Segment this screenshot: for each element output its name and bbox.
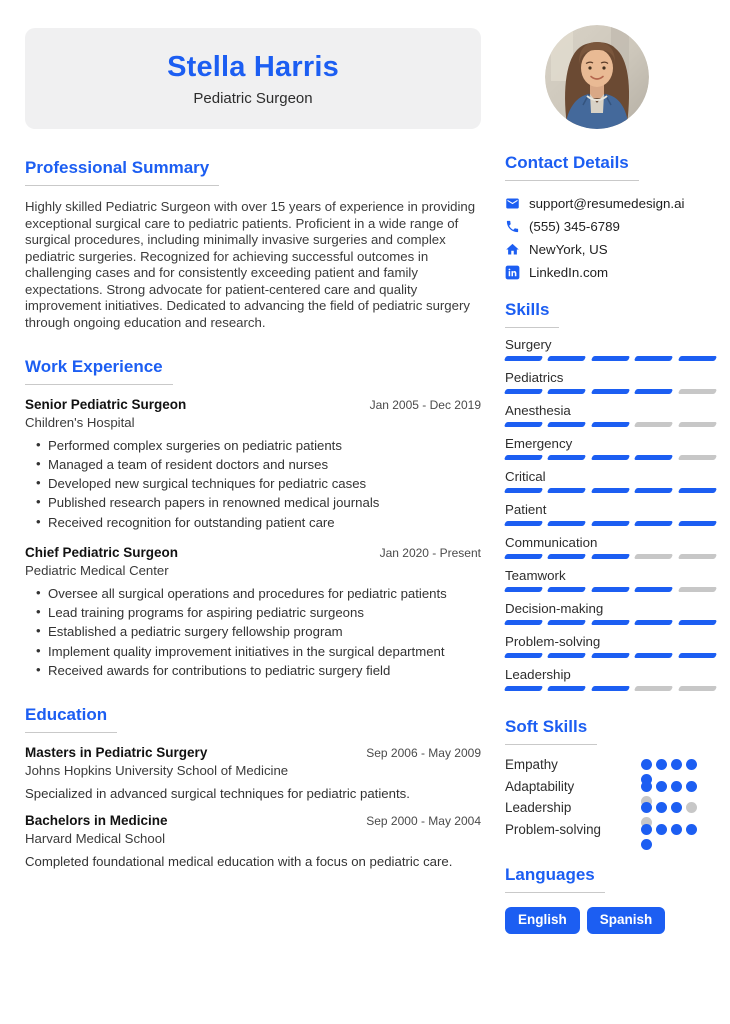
job-company: Pediatric Medical Center <box>25 563 169 579</box>
skill-bar-segment <box>677 422 717 427</box>
soft-skill-dot <box>686 759 697 770</box>
skill-bar-segment <box>634 422 674 427</box>
skill-bar-segment <box>591 488 631 493</box>
skill-bar-segment <box>634 587 674 592</box>
skill-bar-segment <box>677 521 717 526</box>
language-tag: English <box>505 907 580 934</box>
soft-skill-meter <box>641 781 699 792</box>
soft-skill-dot <box>641 839 652 850</box>
skill-bar-segment <box>677 389 717 394</box>
skill-bar-segment <box>547 686 587 691</box>
languages-list <box>505 907 716 934</box>
soft-skills-section <box>505 717 716 843</box>
contact-item <box>505 219 716 234</box>
skill-bar-segment <box>547 620 587 625</box>
skill-item <box>505 568 716 592</box>
soft-skills-heading: Soft Skills <box>505 717 597 745</box>
skill-bar-segment <box>547 521 587 526</box>
work-experience-section <box>25 357 481 679</box>
skill-bar-segment <box>591 653 631 658</box>
job-bullet: • Oversee all surgical operations and procedures for pediatric patients <box>36 586 481 603</box>
job-bullet: • Developed new surgical techniques for pediatric cases <box>36 476 481 493</box>
soft-skill-dot <box>656 802 667 813</box>
contact-item <box>505 265 716 280</box>
skills-list <box>505 337 716 691</box>
soft-skill-dot <box>641 759 652 770</box>
skill-meter <box>505 356 716 361</box>
skill-bar-segment <box>547 422 587 427</box>
soft-skill-item <box>505 800 716 822</box>
skill-name: Critical <box>505 469 546 484</box>
skill-item <box>505 502 716 526</box>
contact-item-text: support@resumedesign.ai <box>529 196 685 211</box>
skill-meter <box>505 488 716 493</box>
skill-name: Surgery <box>505 337 552 352</box>
contact-heading: Contact Details <box>505 153 639 181</box>
job-bullet: • Performed complex surgeries on pediatric patients <box>36 438 481 455</box>
soft-skill-meter <box>641 802 699 813</box>
skill-meter <box>505 521 716 526</box>
soft-skill-dot <box>686 824 697 835</box>
education-entry <box>25 745 481 801</box>
education-title-row <box>25 745 481 760</box>
education-degree: Masters in Pediatric Surgery <box>25 745 208 761</box>
contact-item-text: LinkedIn.com <box>529 265 609 280</box>
skill-bar-segment <box>591 686 631 691</box>
education-section <box>25 705 481 869</box>
skill-bar-segment <box>547 653 587 658</box>
skill-bar-segment <box>677 653 717 658</box>
skill-bar-segment <box>547 554 587 559</box>
skill-bar-segment <box>634 620 674 625</box>
skill-bar-segment <box>591 620 631 625</box>
education-degree: Bachelors in Medicine <box>25 813 168 829</box>
skill-bar-segment <box>547 356 587 361</box>
soft-skill-meter <box>641 824 699 835</box>
job-bullet: • Established a pediatric surgery fellowship program <box>36 624 481 641</box>
skill-meter <box>505 620 716 625</box>
skill-bar-segment <box>504 587 544 592</box>
skill-bar-segment <box>504 620 544 625</box>
skill-bar-segment <box>591 455 631 460</box>
skill-name: Emergency <box>505 436 573 451</box>
skill-item <box>505 403 716 427</box>
contact-item <box>505 196 716 211</box>
soft-skill-dot <box>641 824 652 835</box>
skill-bar-segment <box>634 356 674 361</box>
soft-skill-name: Empathy <box>505 757 558 772</box>
skill-bar-segment <box>677 488 717 493</box>
job-bullet: • Received awards for contributions to pediatric surgery field <box>36 663 481 680</box>
soft-skill-dot <box>671 824 682 835</box>
soft-skill-name: Leadership <box>505 800 572 815</box>
person-name: Stella Harris <box>167 50 339 83</box>
soft-skill-dot <box>656 759 667 770</box>
soft-skill-item <box>505 779 716 801</box>
skill-bar-segment <box>591 521 631 526</box>
skill-bar-segment <box>677 554 717 559</box>
contact-list <box>505 196 716 280</box>
soft-skill-name: Adaptability <box>505 778 575 794</box>
summary-heading: Professional Summary <box>25 158 219 186</box>
skill-name: Decision-making <box>505 601 604 616</box>
soft-skill-dot <box>656 781 667 792</box>
phone-icon <box>505 219 520 234</box>
skill-bar-segment <box>504 356 544 361</box>
summary-section <box>25 158 481 331</box>
skill-bar-segment <box>504 653 544 658</box>
education-dates: Sep 2006 - May 2009 <box>366 746 481 761</box>
skill-bar-segment <box>591 587 631 592</box>
profile-photo <box>545 25 649 129</box>
skill-item <box>505 337 716 361</box>
skill-meter <box>505 686 716 691</box>
contact-item-text: (555) 345-6789 <box>529 219 620 234</box>
skill-item <box>505 601 716 625</box>
main-column <box>25 28 481 872</box>
soft-skill-dot <box>641 781 652 792</box>
home-icon <box>505 242 520 257</box>
education-school: Johns Hopkins University School of Medicine <box>25 763 289 779</box>
job-bullet: • Managed a team of resident doctors and nurses <box>36 457 481 474</box>
education-description: Completed foundational medical education with a focus on pediatric care. <box>25 854 453 870</box>
skill-bar-segment <box>547 488 587 493</box>
soft-skill-dot <box>641 802 652 813</box>
job-bullet: • Received recognition for outstanding patient care <box>36 515 481 532</box>
soft-skill-dot <box>686 781 697 792</box>
skill-bar-segment <box>591 356 631 361</box>
skill-bar-segment <box>504 686 544 691</box>
soft-skill-dot <box>686 802 697 813</box>
soft-skill-name: Problem-solving <box>505 821 602 837</box>
job-bullet: • Published research papers in renowned medical journals <box>36 495 481 512</box>
job-bullet-list <box>25 586 481 679</box>
skill-bar-segment <box>634 389 674 394</box>
education-list <box>25 745 481 869</box>
skill-bar-segment <box>677 356 717 361</box>
skill-name: Communication <box>505 535 598 550</box>
job-title: Chief Pediatric Surgeon <box>25 545 179 561</box>
skill-meter <box>505 554 716 559</box>
language-tag: Spanish <box>587 907 666 934</box>
education-title-row <box>25 813 481 828</box>
job-title: Senior Pediatric Surgeon <box>25 397 187 412</box>
soft-skills-list <box>505 757 716 843</box>
contact-section <box>505 153 716 280</box>
skill-meter <box>505 653 716 658</box>
languages-heading: Languages <box>505 865 605 893</box>
job-entry <box>25 545 481 679</box>
soft-skill-dot <box>671 802 682 813</box>
education-heading: Education <box>25 705 117 733</box>
skill-bar-segment <box>677 686 717 691</box>
contact-item <box>505 242 716 257</box>
skill-bar-segment <box>504 455 544 460</box>
job-title-row <box>25 397 481 412</box>
skill-bar-segment <box>677 620 717 625</box>
soft-skill-dot <box>671 781 682 792</box>
job-bullet: • Lead training programs for aspiring pediatric surgeons <box>36 605 481 622</box>
job-title-row <box>25 545 481 560</box>
education-school: Harvard Medical School <box>25 831 165 847</box>
languages-section <box>505 865 716 934</box>
skill-name: Patient <box>505 502 547 517</box>
skill-item <box>505 469 716 493</box>
skill-bar-segment <box>634 521 674 526</box>
skill-bar-segment <box>547 587 587 592</box>
linkedin-icon <box>505 265 520 280</box>
job-dates: Jan 2005 - Dec 2019 <box>369 398 481 412</box>
skill-meter <box>505 455 716 460</box>
skill-item <box>505 436 716 460</box>
skill-bar-segment <box>547 389 587 394</box>
skills-section <box>505 300 716 691</box>
skill-name: Problem-solving <box>505 634 601 649</box>
education-entry <box>25 813 481 869</box>
work-experience-heading: Work Experience <box>25 357 173 385</box>
skill-meter <box>505 587 716 592</box>
education-description: Specialized in advanced surgical techniques for pediatric patients. <box>25 786 410 802</box>
skill-meter <box>505 389 716 394</box>
skill-item <box>505 535 716 559</box>
skill-name: Anesthesia <box>505 403 571 418</box>
email-icon <box>505 196 520 211</box>
skill-bar-segment <box>634 686 674 691</box>
skill-bar-segment <box>634 455 674 460</box>
skill-name: Teamwork <box>505 568 566 583</box>
skill-bar-segment <box>504 389 544 394</box>
skill-bar-segment <box>504 488 544 493</box>
job-entry <box>25 397 481 531</box>
skills-heading: Skills <box>505 300 559 328</box>
summary-text: Highly skilled Pediatric Surgeon with over 15 years of experience in providing exceptional surgical care to pediatric patients. Proficient in a wide range of surgical procedures, including minimally invasive surgeries and complex pediatric surgeries. Recognized for achieving successful outcomes in challenging cases and for consistently exceeding patient and family expectations. Strong advocate for patient-centered care and quality improvement initiatives. Dedicated to advancing the field of pediatric surgery through ongoing education and research. <box>25 199 476 330</box>
skill-bar-segment <box>591 554 631 559</box>
skill-item <box>505 667 716 691</box>
education-dates: Sep 2000 - May 2004 <box>366 814 481 829</box>
job-bullet: • Implement quality improvement initiatives in the surgical department <box>36 644 481 661</box>
soft-skill-meter <box>641 759 699 770</box>
soft-skill-item <box>505 822 716 844</box>
sidebar <box>505 25 716 934</box>
skill-bar-segment <box>591 422 631 427</box>
skill-name: Leadership <box>505 667 571 682</box>
skill-bar-segment <box>591 389 631 394</box>
contact-item-text: NewYork, US <box>529 242 608 257</box>
skill-bar-segment <box>547 455 587 460</box>
soft-skill-item <box>505 757 716 779</box>
skill-bar-segment <box>504 554 544 559</box>
person-job-title: Pediatric Surgeon <box>193 89 313 107</box>
skill-item <box>505 634 716 658</box>
job-company: Children's Hospital <box>25 415 135 430</box>
skill-bar-segment <box>634 554 674 559</box>
soft-skill-dot <box>671 759 682 770</box>
job-dates: Jan 2020 - Present <box>379 546 481 561</box>
skill-bar-segment <box>504 521 544 526</box>
skill-name: Pediatrics <box>505 370 564 385</box>
soft-skill-dot <box>656 824 667 835</box>
job-list <box>25 397 481 679</box>
skill-meter <box>505 422 716 427</box>
skill-bar-segment <box>504 422 544 427</box>
skill-bar-segment <box>634 488 674 493</box>
job-bullet-list <box>25 438 481 531</box>
skill-bar-segment <box>677 455 717 460</box>
skill-bar-segment <box>634 653 674 658</box>
skill-item <box>505 370 716 394</box>
profile-photo-illustration <box>545 25 649 129</box>
skill-bar-segment <box>677 587 717 592</box>
header-card <box>25 28 481 129</box>
